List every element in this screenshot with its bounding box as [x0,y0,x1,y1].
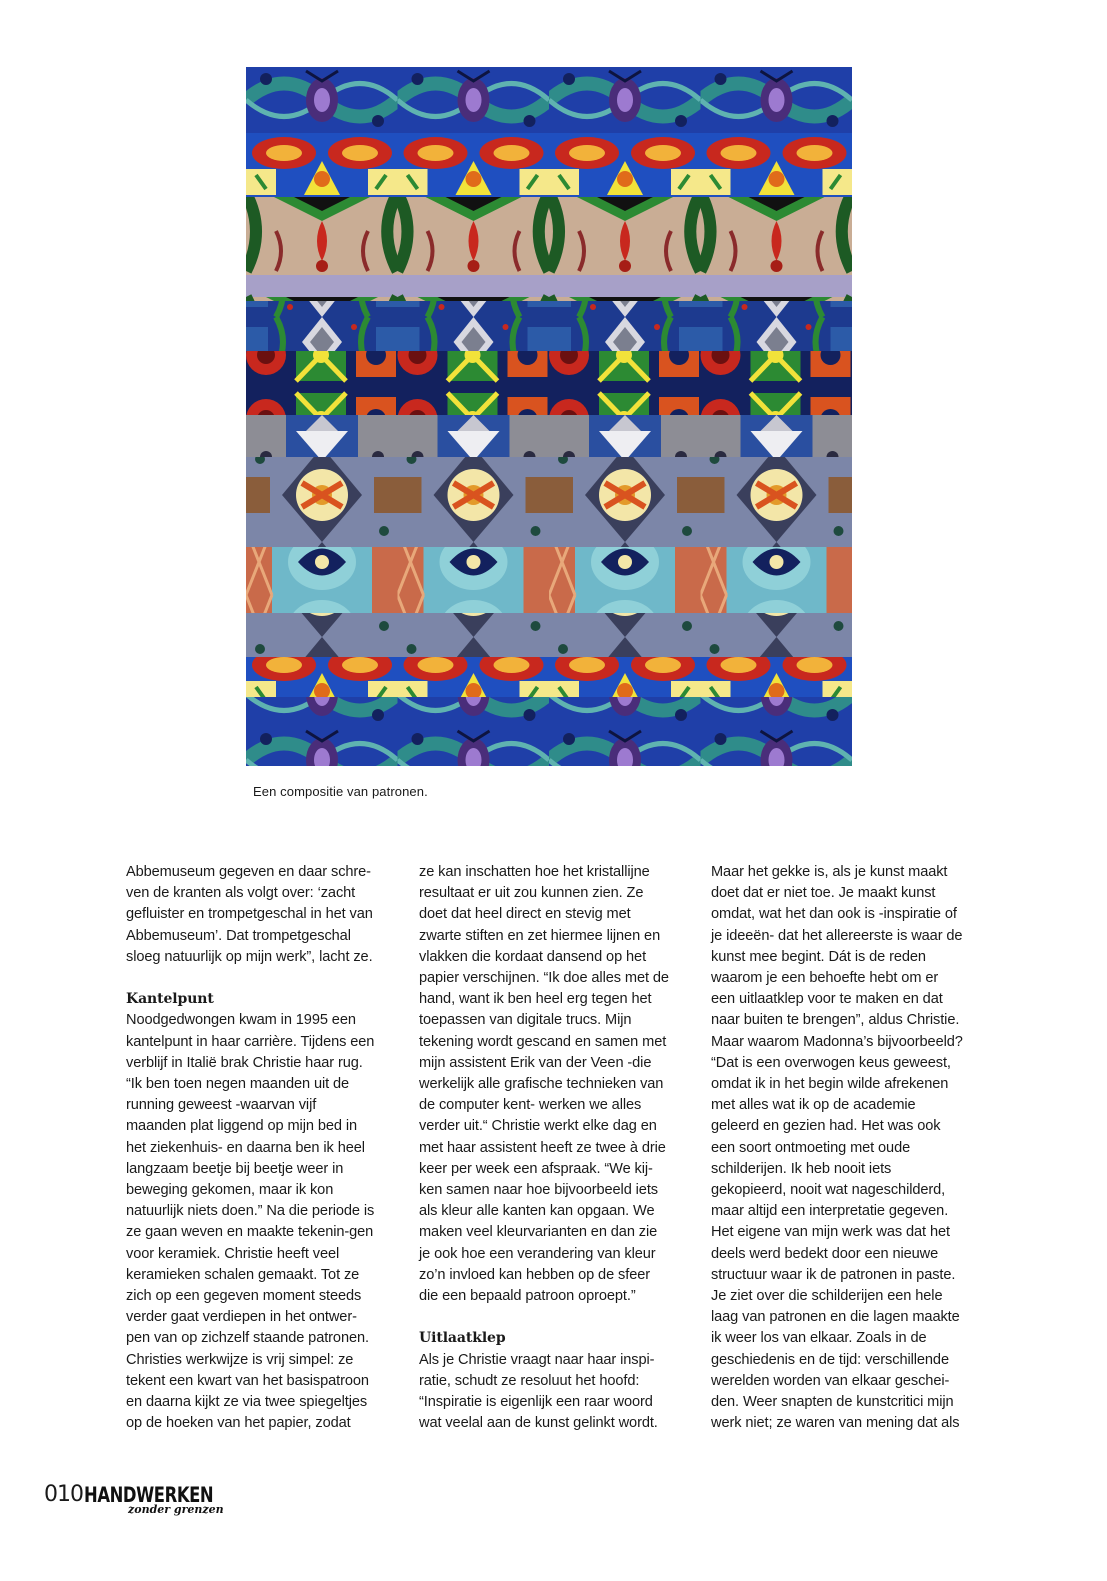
section-heading: Uitlaatklep [419,1330,506,1347]
article-column-2 [419,862,671,1434]
article-column-1 [126,862,378,1434]
page-number: 010 [44,1482,83,1507]
section-heading: Kantelpunt [126,991,214,1008]
article-column-3 [711,862,963,1434]
paragraph: ze kan inschatten hoe het kristallijne resultaat er uit zou kunnen zien. Ze doet dat heel direct en stevig met zwarte stiften en zet hiermee lijnen en vlakken die kordaat dansend op het papier verschijnen. “Ik doe alles met de hand, want ik ben heel erg tegen het toepassen van digitale trucs. Mijn tekening wordt gescand en samen met mijn assistent Erik van der Veen -die werkelijk alle grafische technieken van de computer kent- werken we alles verder uit.“ Christie werkt elke dag en met haar assistent heeft ze twee à drie keer per week een afspraak. “We kij-ken samen naar hoe bijvoorbeeld iets als kleur alle kanten kan opgaan. We maken veel kleurvarianten en dan zie je ook hoe een verandering van kleur zo’n invloed kan hebben op de sfeer die een bepaald patroon oproept.” [419,864,669,1305]
paragraph: Maar het gekke is, als je kunst maakt doet dat er niet toe. Je maakt kunst omdat, wat het dan ook is -inspiratie of je ideeën- dat het allereerste is waar de kunst mee begint. Dát is de reden waarom je een behoefte hebt om er een uitlaatklep voor te maken en dat naar buiten te brengen”, aldus Christie. Maar waarom Madonna’s bijvoorbeeld? “Dat is een overwogen keus geweest, omdat ik in het begin wilde afrekenen met alles wat ik op de academie geleerd en gezien had. Het was ook een soort ontmoeting met oude schilderijen. Ik heb nooit iets gekopieerd, nooit wat nageschilderd, maar altijd een interpretatie gegeven. Het eigene van mijn werk was dat het deels werd bedekt door een nieuwe structuur waar ik de patronen in paste. Je ziet over die schilderijen een hele laag van patronen en die lagen maakte ik weer los van elkaar. Zoals in de geschiedenis en de tijd: verschillende werelden worden van elkaar geschei-den. Weer snapten de kunstcritici mijn werk niet; ze waren van mening dat als [711,864,963,1432]
page-footer [44,1484,244,1524]
magazine-logo: HANDWERKEN [84,1483,214,1507]
pattern-composition-image [246,67,852,766]
magazine-tagline: zonder grenzen [128,1503,224,1516]
paragraph: Noodgedwongen kwam in 1995 een kantelpunt in haar carrière. Tijdens een verblijf in Italië brak Christie haar rug. “Ik ben toen negen maanden uit de running geweest -waarvan vijf maanden plat liggend op mijn bed in het ziekenhuis- en daarna ben ik heel langzaam beetje bij beetje weer in beweging gekomen, maar ik kon natuurlijk niets doen.” Na die periode is ze gaan weven en maakte tekenin-gen voor keramiek. Christie heeft veel keramieken schalen gemaakt. Tot ze zich op een gegeven moment steeds verder gaat verdiepen in het ontwer-pen van op zichzelf staande patronen. Christies werkwijze is vrij simpel: ze tekent een kwart van het basispatroon en daarna kijkt ze via twee spiegeltjes op de hoeken van het papier, zodat [126,1012,375,1432]
paragraph: Abbemuseum gegeven en daar schre-ven de kranten als volgt over: ‘zacht gefluister en trompetgeschal in het van Abbemuseum’. Dat trompetgeschal sloeg natuurlijk op mijn werk”, lacht ze. [126,864,373,965]
paragraph: Als je Christie vraagt naar haar inspi-ratie, schudt ze resoluut het hoofd: “Inspiratie is eigenlijk een raar woord wat veelal aan de kunst gelinkt wordt. [419,1351,658,1432]
figure-caption: Een compositie van patronen. [253,784,428,799]
